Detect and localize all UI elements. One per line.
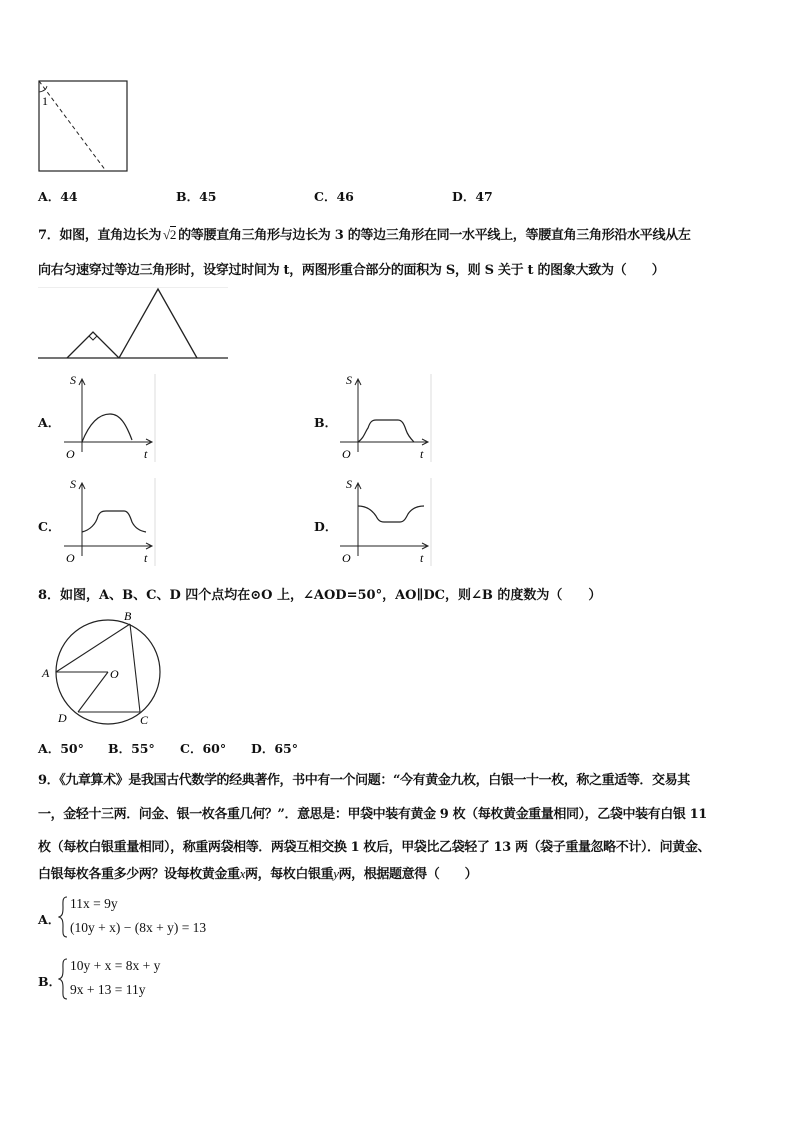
q8-circle-figure — [36, 606, 166, 728]
option-letter: A． — [38, 741, 61, 756]
isosceles-right-triangle — [67, 332, 119, 358]
q7-option-a[interactable]: A． — [38, 415, 61, 430]
y-axis-label: S — [70, 373, 76, 387]
equilateral-triangle — [119, 289, 197, 358]
q9-a-eq2: (10y + x) − (8x + y) = 13 — [70, 920, 207, 935]
q9-option-a[interactable]: A． — [38, 912, 61, 927]
brace-icon — [58, 896, 68, 938]
q8-option-d[interactable] — [251, 739, 298, 757]
option-value: 50° — [60, 741, 84, 756]
curve-a — [82, 414, 132, 442]
q6-option-d[interactable] — [452, 187, 493, 205]
q7-triangles-figure — [36, 287, 232, 363]
sqrt-icon: √ — [163, 227, 170, 242]
brace-icon — [58, 958, 68, 1000]
q8-option-c[interactable] — [180, 739, 226, 757]
q9-a-eq1: 11x = 9y — [70, 896, 118, 911]
q7-text-a: 7．如图，直角边长为 — [38, 228, 162, 243]
y-axis-label: S — [70, 477, 76, 491]
q6-square-figure — [36, 78, 132, 174]
q9-stem-line4 — [38, 863, 477, 882]
origin-label: O — [342, 447, 351, 461]
q6-option-c[interactable] — [314, 187, 354, 205]
label-d: D — [58, 711, 67, 725]
chord-a-b — [56, 624, 130, 672]
option-letter: C． — [314, 189, 337, 204]
dashed-diagonal — [39, 81, 106, 171]
q6-option-a[interactable] — [38, 187, 78, 205]
option-letter: A． — [38, 189, 61, 204]
option-letter: D． — [452, 189, 476, 204]
option-value: 55° — [131, 741, 155, 756]
q7-option-d[interactable]: D． — [314, 519, 338, 534]
q7-option-c[interactable]: C． — [38, 519, 61, 534]
option-letter: D． — [251, 741, 275, 756]
q9-stem-line2: 一，金轻十三两．问金、银一枚各重几何？”．意思是：甲袋中装有黄金 9 枚（每枚黄金重量相同），乙袋中装有白银 11 — [38, 807, 707, 822]
curve-c — [82, 511, 146, 532]
segment-o-d — [78, 672, 108, 712]
q7-stem-line1 — [38, 224, 691, 243]
q7-graph-b[interactable] — [334, 372, 434, 464]
q6-option-b[interactable] — [176, 187, 216, 205]
sqrt-expression — [163, 227, 176, 242]
option-value: 65° — [274, 741, 298, 756]
q9-b-eq2: 9x + 13 = 11y — [70, 982, 146, 997]
q7-option-b[interactable]: B． — [314, 415, 338, 430]
x-axis-label: t — [144, 551, 148, 565]
q7-graph-d[interactable] — [334, 476, 434, 568]
label-b: B — [124, 609, 132, 623]
q7-stem-line2: 向右匀速穿过等边三角形时，设穿过时间为 t，两图形重合部分的面积为 S，则 S 关于 t 的图象大致为（ ） — [38, 263, 665, 278]
option-value: 45 — [199, 189, 217, 204]
q9-text-c: 两，根据题意得（ ） — [338, 867, 478, 882]
q7-text-b: 的等腰直角三角形与边长为 3 的等边三角形在同一水平线上，等腰直角三角形沿水平线从左 — [178, 228, 691, 243]
q9-option-b[interactable]: B． — [38, 974, 62, 989]
angle-label: 1 — [42, 94, 48, 108]
y-axis-label: S — [346, 477, 352, 491]
option-letter: C． — [180, 741, 203, 756]
right-angle-mark — [89, 336, 97, 340]
origin-label: O — [66, 551, 75, 565]
var-x: x — [239, 866, 245, 881]
q9-text-b: 两，每枚白银重 — [244, 867, 334, 882]
option-letter: B． — [176, 189, 200, 204]
option-value: 44 — [60, 189, 78, 204]
origin-label: O — [66, 447, 75, 461]
label-a: A — [42, 666, 50, 680]
q9-text-a: 白银每枚各重多少两？设每枚黄金重 — [38, 867, 240, 882]
option-value: 60° — [202, 741, 227, 756]
curve-d — [358, 506, 424, 522]
q7-graph-c[interactable] — [58, 476, 158, 568]
option-value: 47 — [475, 189, 493, 204]
q9-stem-line1: 9．《九章算术》是我国古代数学的经典著作，书中有一个问题：“今有黄金九枚，白银一十一枚，称之重适等．交易其 — [38, 773, 690, 788]
option-letter: B． — [108, 741, 132, 756]
q7-graph-a[interactable] — [58, 372, 158, 464]
x-axis-label: t — [144, 447, 148, 461]
label-c: C — [140, 713, 149, 727]
sqrt-value: 2 — [169, 227, 177, 242]
origin-label: O — [342, 551, 351, 565]
q8-stem: 8．如图，A、B、C、D 四个点均在⊙O 上，∠AOD=50°，AO∥DC，则∠B 的度数为（ ） — [38, 588, 602, 603]
y-axis-label: S — [346, 373, 352, 387]
var-y: y — [333, 866, 339, 881]
x-axis-label: t — [420, 551, 424, 565]
q8-option-a[interactable] — [38, 739, 84, 757]
chord-b-c — [130, 624, 140, 712]
option-value: 46 — [336, 189, 354, 204]
q9-stem-line3: 枚（每枚白银重量相同），称重两袋相等．两袋互相交换 1 枚后，甲袋比乙袋轻了 13 两（袋子重量忽略不计）．问黄金、 — [38, 840, 711, 855]
square-outline — [39, 81, 127, 171]
x-axis-label: t — [420, 447, 424, 461]
label-o: O — [110, 667, 119, 681]
q9-b-eq1: 10y + x = 8x + y — [70, 958, 161, 973]
q8-option-b[interactable] — [108, 739, 155, 757]
curve-b — [358, 420, 414, 442]
